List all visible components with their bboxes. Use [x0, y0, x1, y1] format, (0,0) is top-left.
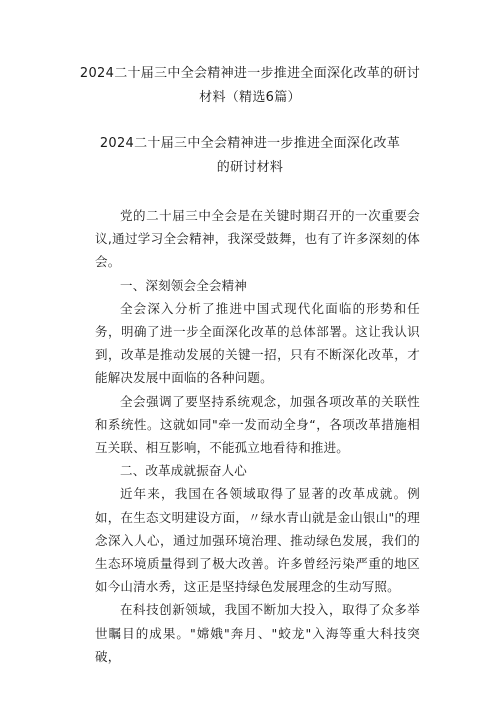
- body-paragraph: 近年来，我国在各领域取得了显著的改革成就。例如，在生态文明建设方面，〃绿水青山就是金山银山"的理念深入人心，通过加强环境治理、推动绿色发展，我们的生态环境质量得到了极大改善。许多曾经污染严重的地区如今山清水秀，这正是坚持绿色发展理念的生动写照。: [95, 486, 420, 595]
- article-title: [60, 132, 440, 180]
- article-title-line-2: 的研讨材料: [216, 160, 284, 175]
- article-title-line-1: 2024二十届三中全会精神进一步推进全面深化改革: [99, 136, 401, 151]
- body-paragraph: 在科技创新领域，我国不断加大投入，取得了众多举世瞩目的成果。"嫦娥"奔月、"蛟龙"入海等重大科技突破，: [95, 602, 420, 664]
- intro-paragraph: 党的二十届三中全会是在关键时期召开的一次重要会议,通过学习全会精神，我深受鼓舞，也有了许多深刻的体会。: [95, 208, 420, 270]
- body-paragraph: 全会深入分析了推进中国式现代化面临的形势和任务，明确了进一步全面深化改革的总体部署。这让我认识到，改革是推动发展的关键一招，只有不断深化改革，才能解决发展中面临的各种问题。: [95, 300, 420, 386]
- section-heading-2: 二、改革成就振奋人心: [120, 463, 248, 479]
- document-title: [60, 62, 440, 110]
- article-body: [95, 204, 420, 668]
- body-paragraph: 全会强调了要坚持系统观念，加强各项改革的关联性和系统性。这就如同"牵一发而动全身“，各项改革措施相互关联、相互影响，不能孤立地看待和推进。: [95, 393, 420, 456]
- document-title-line-2: 材料（精选6篇）: [199, 90, 301, 105]
- section-heading-1: 一、深刻领会全会精神: [120, 277, 248, 293]
- document-title-line-1: 2024二十届三中全会精神进一步推进全面深化改革的研讨: [79, 66, 421, 81]
